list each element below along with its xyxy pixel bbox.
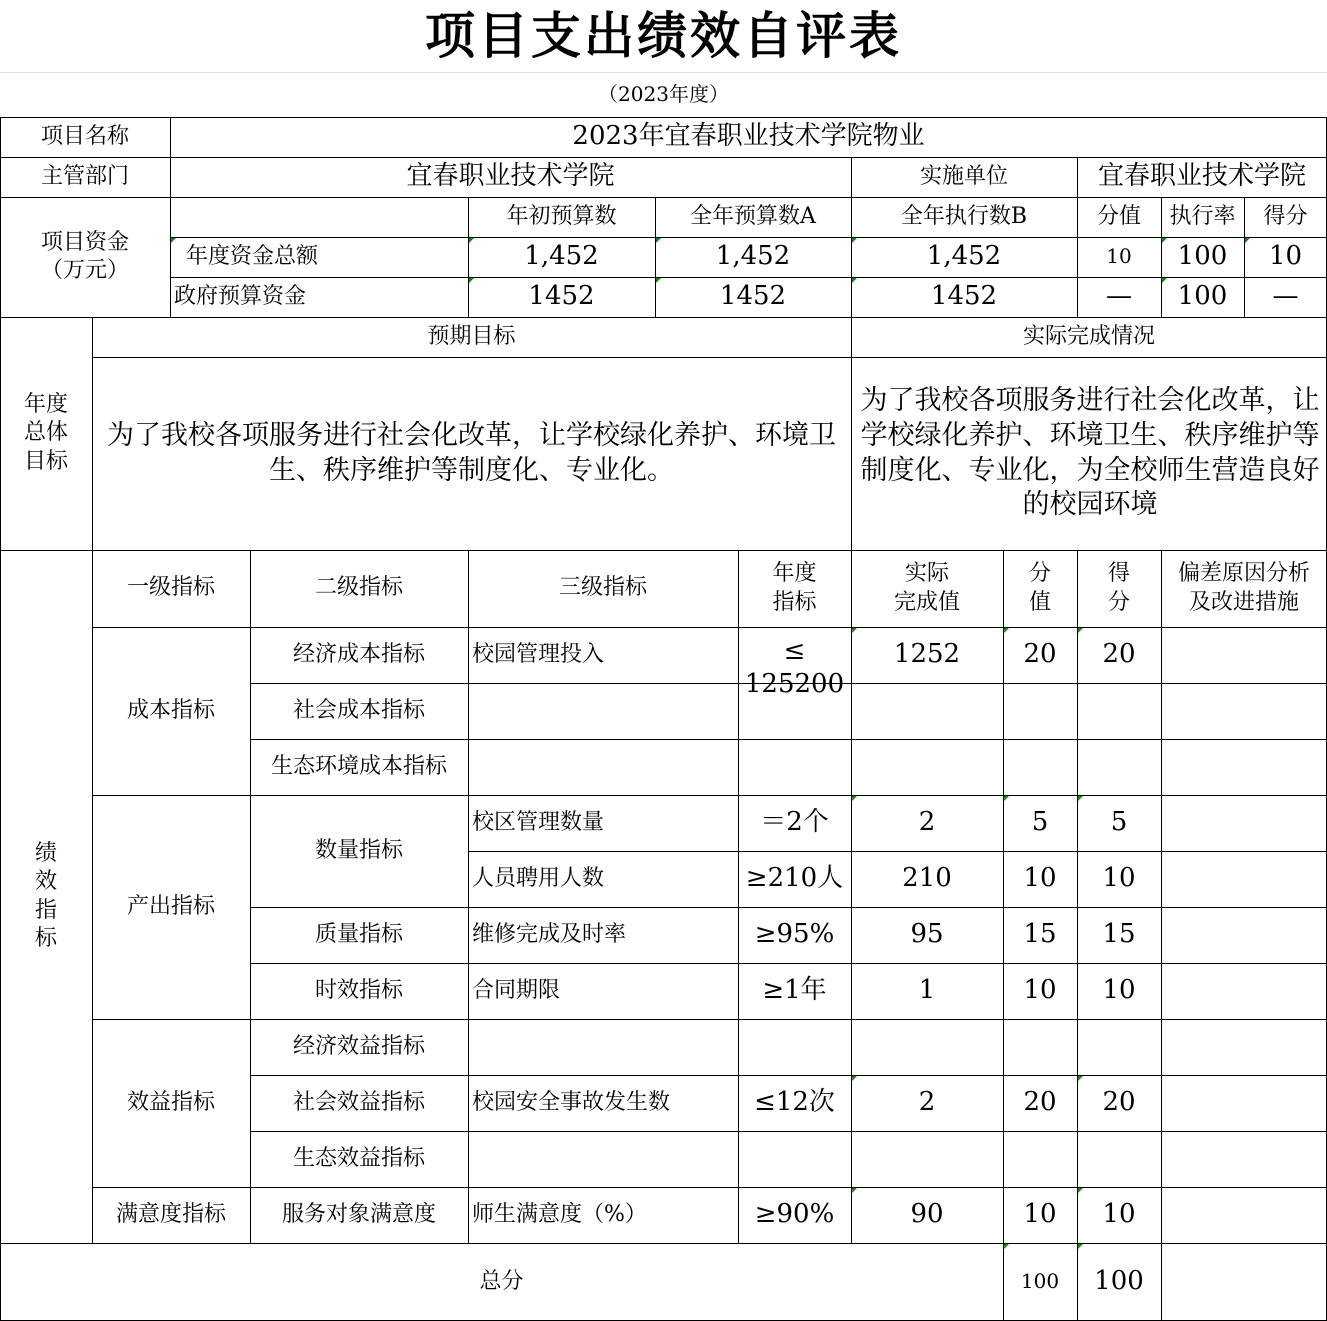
grid-line [738,550,739,1244]
annual-target: ≥90% [754,1199,835,1230]
error-indicator-icon [1245,238,1250,243]
funds-header: 年初预算数 [506,203,617,229]
level2-indicator: 数量指标 [314,837,403,863]
page-title: 项目支出绩效自评表 [425,6,902,65]
grid-line [851,197,852,318]
year-note: （2023年度） [598,81,729,106]
goals-label: 年度 总体 目标 [23,392,68,474]
level3-indicator: 校园管理投入 [472,641,605,667]
funds-cell: 1,452 [715,241,791,272]
grid-line [250,1131,1327,1132]
annual-target [738,739,851,795]
funds-cell: — [1272,281,1299,312]
level2-indicator: 生态效益指标 [292,1145,425,1171]
annual-target [738,1131,851,1187]
annual-target: ≥210人 [745,863,844,894]
error-indicator-icon [1078,1188,1083,1193]
annual-target: ≤ 125200 [744,636,845,700]
score-value: 10 [1023,863,1057,894]
deviation-analysis [1161,1187,1327,1243]
level3-indicator [468,739,738,795]
score-got: 5 [1110,807,1128,838]
error-indicator-icon [852,796,857,801]
grid-line [170,117,171,318]
error-indicator-icon [852,1076,857,1081]
score-value: 20 [1023,1087,1057,1118]
deviation-analysis [1161,1075,1327,1131]
grid-line [0,117,1327,118]
score-got [1077,1019,1161,1075]
funds-cell: — [1106,281,1132,312]
level2-indicator: 质量指标 [314,921,403,947]
score-value [1003,683,1077,739]
level2-indicator: 社会效益指标 [292,1089,425,1115]
level3-indicator: 人员聘用人数 [472,865,605,891]
funds-cell: 1,452 [926,241,1002,272]
actual-value: 95 [910,919,944,950]
actual-value [851,1019,1003,1075]
deviation-analysis [1161,1019,1327,1075]
deviation-analysis [1161,627,1327,683]
annual-target: ≥1年 [762,975,827,1006]
error-indicator-icon [1078,1244,1083,1249]
total-got: 100 [1094,1266,1144,1297]
funds-header: 全年执行数B [900,203,1028,229]
score-got [1077,739,1161,795]
error-indicator-icon [852,1188,857,1193]
actual-value: 1252 [893,639,961,670]
score-value: 20 [1023,639,1057,670]
error-indicator-icon [1004,1244,1009,1249]
funds-cell: 1452 [719,281,787,312]
actual-result: 为了我校各项服务进行社会化改革，让学校绿化养护、环境卫生、秩序维护等制度化、专业化，为全校师生营造良好的校园环境 [860,385,1320,521]
annual-target: ≤12次 [754,1087,835,1118]
funds-cell: 100 [1177,241,1228,272]
grid-line [92,357,1327,358]
grid-line [1003,550,1004,1321]
grid-line [1077,197,1078,318]
actual-value [851,683,1003,739]
dept-name: 宜春职业技术学院 [406,161,615,192]
grid-line [1161,550,1162,1321]
level1-indicator: 满意度指标 [115,1201,226,1227]
perf-header: 得 分 [1107,561,1130,615]
annual-target [738,683,851,739]
funds-cell: 10 [1106,244,1132,269]
grid-line [170,277,1327,278]
grid-line [92,795,1327,796]
error-indicator-icon [656,238,661,243]
deviation-analysis [1161,795,1327,851]
deviation-analysis [1161,739,1327,795]
grid-line [92,1187,1327,1188]
grid-line [851,550,852,1244]
impl-name: 宜春职业技术学院 [1097,161,1306,192]
grid-line [92,317,93,1244]
error-indicator-icon [852,278,857,283]
perf-label: 绩 效 指 标 [34,841,57,951]
grid-line [851,157,852,198]
grid-line [250,963,1327,964]
annual-target: ＝2个 [760,807,829,838]
grid-line [0,197,1327,198]
grid-line [92,1019,1327,1020]
grid-line [655,197,656,318]
score-value: 15 [1023,919,1057,950]
actual-value: 2 [918,807,936,838]
error-indicator-icon [469,238,474,243]
level2-indicator: 社会成本指标 [292,697,425,723]
level3-indicator [468,1131,738,1187]
level1-indicator: 产出指标 [126,893,215,919]
level2-indicator: 服务对象满意度 [281,1201,436,1227]
error-indicator-icon [1004,628,1009,633]
perf-header: 分 值 [1028,561,1051,615]
score-got: 20 [1102,1087,1136,1118]
level2-indicator: 经济成本指标 [292,641,425,667]
level3-indicator: 师生满意度（%） [472,1201,647,1227]
perf-header: 偏差原因分析 及改进措施 [1177,561,1310,615]
deviation-analysis [1161,683,1327,739]
score-value [1003,1131,1077,1187]
grid-line [468,197,469,318]
funds-header: 全年预算数A [690,203,816,229]
funds-cell: 100 [1177,281,1228,312]
error-indicator-icon [852,628,857,633]
level2-indicator: 经济效益指标 [292,1033,425,1059]
error-indicator-icon [1004,796,1009,801]
expected-goal: 为了我校各项服务进行社会化改革，让学校绿化养护、环境卫生、秩序维护等制度化、专业化。 [107,419,836,486]
project-name: 2023年宜春职业技术学院物业 [572,121,925,152]
grid-line [1161,197,1162,318]
funds-label: 项目资金 （万元） [40,229,129,283]
error-indicator-icon [171,238,176,243]
error-indicator-icon [656,278,661,283]
funds-header: 得分 [1263,203,1308,229]
score-value: 10 [1023,975,1057,1006]
total-label: 总分 [479,1268,524,1294]
level3-indicator [468,683,738,739]
level3-indicator: 合同期限 [472,977,561,1003]
grid-line [250,907,1327,908]
grid-line [170,237,1327,238]
grid-line [0,317,1327,318]
grid-line [1244,197,1245,318]
grid-line [250,550,251,1244]
score-value: 5 [1031,807,1049,838]
deviation-analysis [1161,907,1327,963]
grid-line [1077,157,1078,198]
dept-label: 主管部门 [40,163,129,189]
score-got [1077,683,1161,739]
perf-header: 一级指标 [126,575,215,601]
score-got: 10 [1102,1199,1136,1230]
grid-line [250,739,1327,740]
error-indicator-icon [1078,796,1083,801]
actual-value: 1 [918,975,936,1006]
error-indicator-icon [1078,628,1083,633]
expected-header: 预期目标 [427,323,516,349]
level2-indicator: 时效指标 [314,977,403,1003]
level1-indicator: 效益指标 [126,1089,215,1115]
funds-header: 执行率 [1169,203,1236,229]
funds-cell: 10 [1268,241,1303,272]
funds-cell: 1,452 [524,241,599,272]
error-indicator-icon [1162,238,1167,243]
grid-line [250,1075,1327,1076]
grid-line [851,317,852,551]
score-got: 20 [1102,639,1136,670]
grid-line [0,157,1327,158]
error-indicator-icon [469,278,474,283]
level3-indicator [468,1019,738,1075]
grid-line [1077,550,1078,1321]
level3-indicator: 校园安全事故发生数 [472,1089,671,1115]
score-got: 10 [1102,863,1136,894]
level3-indicator: 维修完成及时率 [472,921,627,947]
perf-header: 二级指标 [314,575,403,601]
score-value [1003,739,1077,795]
level1-indicator: 成本指标 [126,697,215,723]
actual-header: 实际完成情况 [1022,323,1155,349]
error-indicator-icon [852,238,857,243]
error-indicator-icon [1162,278,1167,283]
score-got [1077,1131,1161,1187]
funds-header: 分值 [1096,203,1141,229]
funds-row-label: 年度资金总额 [186,243,319,269]
score-value: 10 [1023,1199,1057,1230]
grid-line [468,550,469,1244]
perf-header: 三级指标 [558,575,647,601]
grid-line [250,683,1327,684]
funds-cell: 1452 [930,281,998,312]
grid-line [0,1243,1327,1244]
grid-line [0,550,1327,551]
perf-header: 实际 完成值 [893,561,960,615]
perf-header: 年度 指标 [772,561,817,615]
grid-line [468,851,1327,852]
actual-value: 90 [910,1199,944,1230]
actual-value: 210 [902,863,952,894]
level2-indicator: 生态环境成本指标 [270,753,447,779]
score-value [1003,1019,1077,1075]
grid-line [92,627,1327,628]
deviation-analysis [1161,963,1327,1019]
actual-value [851,1131,1003,1187]
funds-row-label: 政府预算资金 [174,283,307,309]
funds-cell: 1452 [528,281,595,312]
actual-value: 2 [918,1087,936,1118]
deviation-analysis [1161,1131,1327,1187]
total-remark [1161,1243,1327,1321]
annual-target [738,1019,851,1075]
error-indicator-icon [1078,1076,1083,1081]
deviation-analysis [1161,851,1327,907]
level3-indicator: 校区管理数量 [472,809,605,835]
score-got: 10 [1102,975,1136,1006]
actual-value [851,739,1003,795]
annual-target: ≥95% [754,919,835,950]
score-got: 15 [1102,919,1136,950]
grid-line [0,117,1,1321]
project-name-label: 项目名称 [40,123,129,149]
total-score: 100 [1020,1269,1060,1294]
impl-label: 实施单位 [919,163,1008,189]
